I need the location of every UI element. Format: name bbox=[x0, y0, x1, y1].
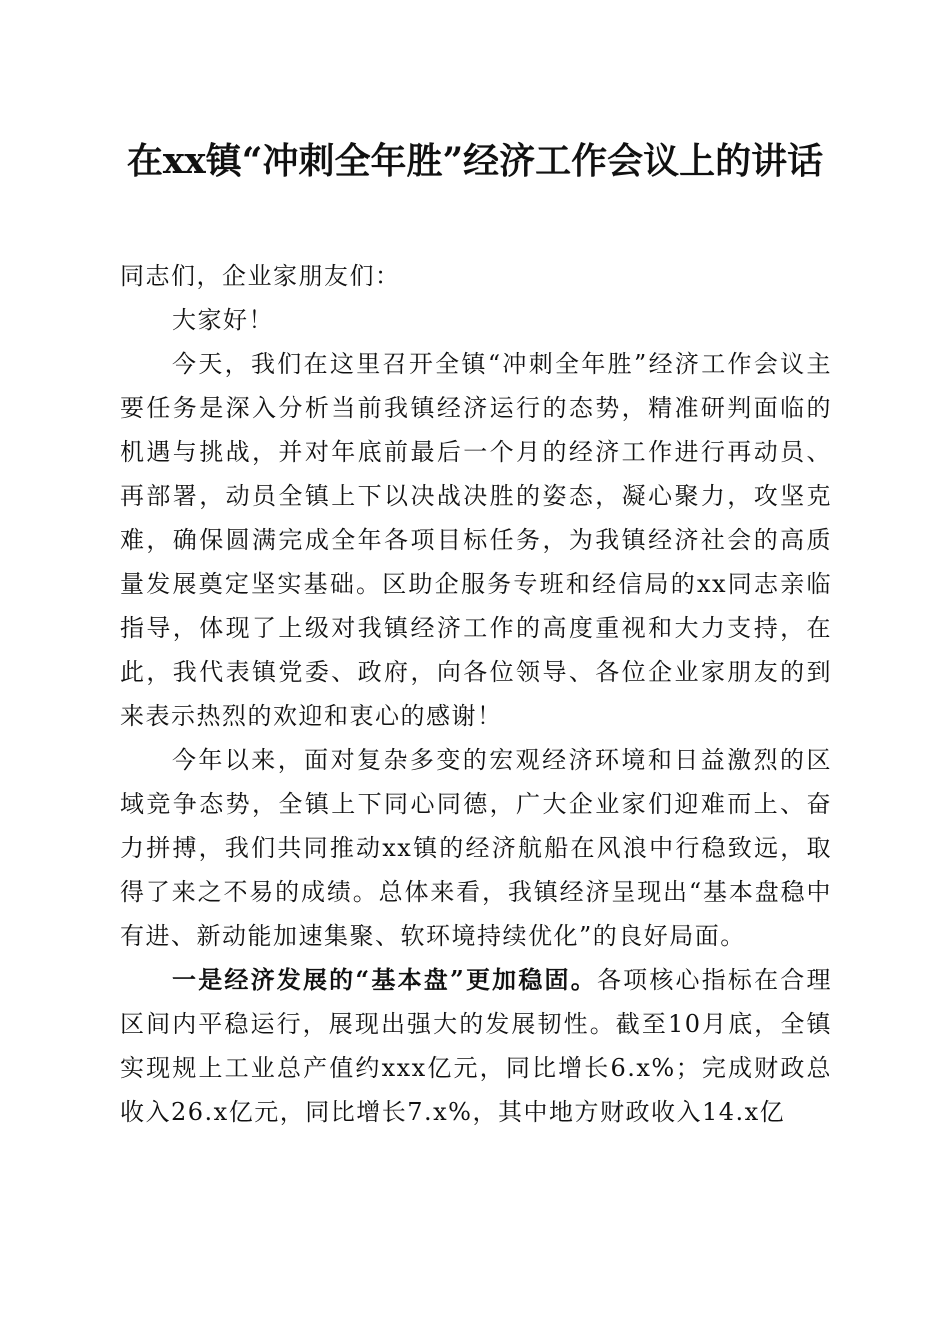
paragraph-overview: 今年以来，面对复杂多变的宏观经济环境和日益激烈的区域竞争态势，全镇上下同心同德，广大企业家们迎难而上、奋力拼搏，我们共同推动xx镇的经济航船在风浪中行稳致远，取得了来之不易的成绩。总体来看，我镇经济呈现出“基本盘稳中有进、新动能加速集聚、软环境持续优化”的良好局面。 bbox=[120, 746, 832, 950]
point-one-text: 各项核心指标在合理区间内平稳运行，展现出强大的发展韧性。截至10月底，全镇实现规上工业总产值约xxx亿元，同比增长6.x%；完成财政总收入26.x亿元，同比增长7.x%，其中地方财政收入14.x亿 bbox=[120, 966, 833, 1126]
document-title: 在xx镇“冲刺全年胜”经济工作会议上的讲话 bbox=[126, 140, 824, 182]
salutation: 同志们，企业家朋友们： bbox=[120, 262, 401, 290]
paragraph-opening: 今天，我们在这里召开全镇“冲刺全年胜”经济工作会议主要任务是深入分析当前我镇经济运行的态势，精准研判面临的机遇与挑战，并对年底前最后一个月的经济工作进行再动员、再部署，动员全镇上下以决战决胜的姿态，凝心聚力，攻坚克难，确保圆满完成全年各项目标任务，为我镇经济社会的高质量发展奠定坚实基础。区助企服务专班和经信局的xx同志亲临指导，体现了上级对我镇经济工作的高度重视和大力支持，在此，我代表镇党委、政府，向各位领导、各位企业家朋友的到来表示热烈的欢迎和衷心的感谢！ bbox=[120, 350, 832, 730]
paragraph-point-one bbox=[120, 958, 832, 1134]
document-body bbox=[120, 254, 832, 1134]
greeting: 大家好！ bbox=[172, 306, 274, 334]
point-one-lead: 一是经济发展的“基本盘”更加稳固。 bbox=[172, 965, 597, 994]
